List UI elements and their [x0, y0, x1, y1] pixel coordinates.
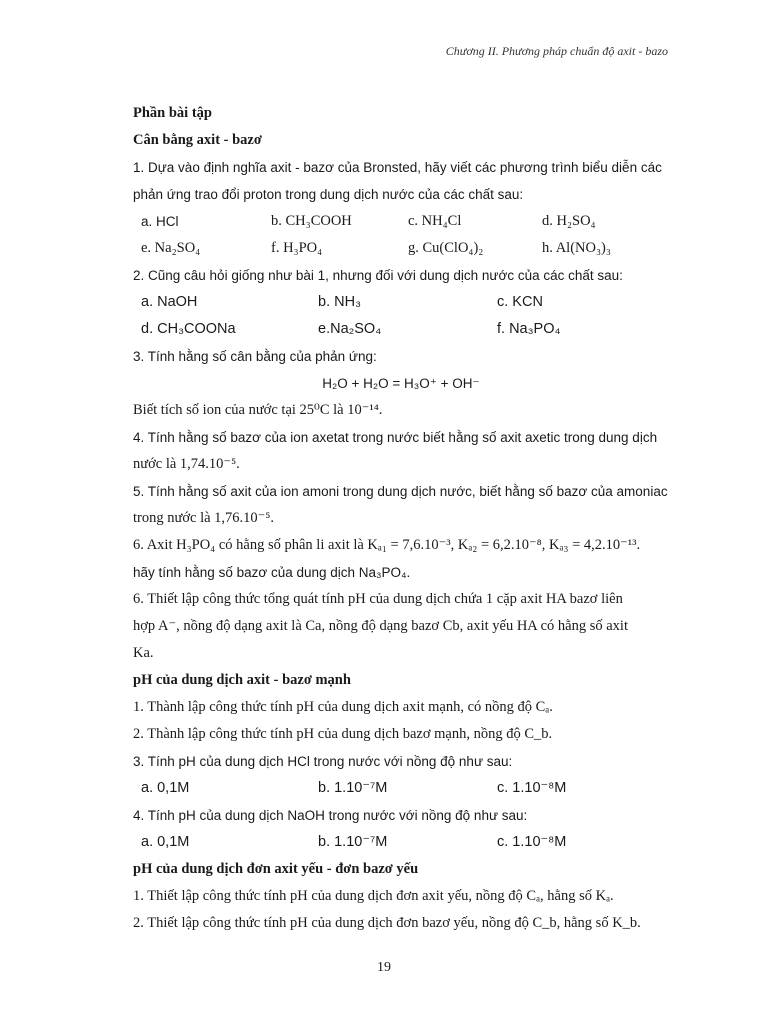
q1-option-e: e. Na₂SO₄ [141, 240, 201, 256]
q2-option-a: a. NaOH [141, 294, 198, 310]
s2-q4-option-a: a. 0,1M [141, 834, 190, 850]
q3-note: Biết tích số ion của nước tại 25⁰C là 10⁻¹⁴. [133, 402, 383, 418]
q1-options-row2 [133, 235, 669, 262]
q6-text-line1: 6. Axit H₃PO₄ có hằng số phân li axit là Kₐ₁ = 7,6.10⁻³, Kₐ₂ = 6,2.10⁻⁸, Kₐ₃ = 4,2.10⁻¹³. [133, 537, 641, 553]
q2-option-c: c. KCN [497, 294, 543, 310]
q1-option-a: a. HCl [141, 214, 179, 229]
s2-q1-text: 1. Thành lập công thức tính pH của dung dịch axit mạnh, có nồng độ Cₐ. [133, 699, 553, 715]
q5-text-line2: trong nước là 1,76.10⁻⁵. [133, 510, 274, 526]
s2-q4-option-b: b. 1.10⁻⁷M [318, 834, 388, 850]
s2-q4-option-c: c. 1.10⁻⁸M [497, 834, 567, 850]
q2-option-b: b. NH₃ [318, 294, 361, 310]
q1-option-d: d. H₂SO₄ [542, 213, 596, 229]
q2-option-e: e.Na₂SO₄ [318, 321, 382, 337]
q6b-text-line3: Ka. [133, 645, 154, 661]
section-heading-equilibrium: Cân bằng axit - bazơ [133, 132, 262, 148]
s2-q4-text: 4. Tính pH của dung dịch NaOH trong nước với nồng độ như sau: [133, 808, 528, 823]
s2-q3-option-b: b. 1.10⁻⁷M [318, 780, 388, 796]
q1-option-c: c. NH₄Cl [408, 213, 462, 229]
section-heading-weak: pH của dung dịch đơn axit yếu - đơn bazơ yếu [133, 861, 419, 877]
page-number: 19 [377, 960, 391, 975]
q6-text-line2: hãy tính hằng số bazơ của dung dịch Na₃PO₄. [133, 565, 411, 580]
q6b-text-line2: hợp A⁻, nồng độ dạng axit là Ca, nồng độ dạng bazơ Cb, axit yếu HA có hằng số axit [133, 618, 628, 634]
s2-q2-text: 2. Thành lập công thức tính pH của dung dịch bazơ mạnh, nồng độ C_b. [133, 726, 553, 742]
q4-text-line2: nước là 1,74.10⁻⁵. [133, 456, 240, 472]
s2-q3-option-c: c. 1.10⁻⁸M [497, 780, 567, 796]
s3-q2-text: 2. Thiết lập công thức tính pH của dung dịch đơn bazơ yếu, nồng độ C_b, hằng số K_b. [133, 915, 641, 931]
s3-q1-text: 1. Thiết lập công thức tính pH của dung dịch đơn axit yếu, nồng độ Cₐ, hằng số Kₐ. [133, 888, 614, 904]
section-heading-strong: pH của dung dịch axit - bazơ mạnh [133, 672, 351, 688]
q2-option-d: d. CH₃COONa [141, 321, 236, 337]
q1-text-line1: 1. Dựa vào định nghĩa axit - bazơ của Bronsted, hãy viết các phương trình biểu diễn các [133, 160, 662, 175]
page-title: Phần bài tập [133, 105, 212, 121]
s2-q3-text: 3. Tính pH của dung dịch HCl trong nước với nồng độ như sau: [133, 754, 513, 769]
q1-option-b: b. CH₃COOH [271, 213, 352, 229]
q1-option-h: h. Al(NO₃)₃ [542, 240, 611, 256]
q2-options-row2 [133, 316, 669, 343]
page-header: Chương II. Phương pháp chuẩn độ axit - bazo [445, 44, 668, 58]
q2-option-f: f. Na₃PO₄ [497, 321, 561, 337]
q3-text: 3. Tính hằng số cân bằng của phản ứng: [133, 349, 377, 364]
document-body [133, 100, 669, 937]
q3-equation: H₂O + H₂O = H₃O⁺ + OH⁻ [322, 376, 480, 391]
q1-text-line2: phản ứng trao đổi proton trong dung dịch nước của các chất sau: [133, 187, 524, 202]
s2-q4-options [133, 829, 669, 856]
q1-option-g: g. Cu(ClO₄)₂ [408, 240, 484, 256]
q6b-text-line1: 6. Thiết lập công thức tổng quát tính pH của dung dịch chứa 1 cặp axit HA bazơ liên [133, 591, 623, 607]
q4-text-line1: 4. Tính hằng số bazơ của ion axetat trong nước biết hằng số axit axetic trong dung dịch [133, 430, 658, 445]
s2-q3-option-a: a. 0,1M [141, 780, 190, 796]
q1-option-f: f. H₃PO₄ [271, 240, 323, 256]
q2-options-row1 [133, 289, 669, 316]
q2-text: 2. Cũng câu hỏi giống như bài 1, nhưng đối với dung dịch nước của các chất sau: [133, 268, 623, 283]
q5-text-line1: 5. Tính hằng số axit của ion amoni trong dung dịch nước, biết hằng số bazơ của amoniac [133, 484, 668, 499]
q1-options-row1 [133, 208, 669, 235]
s2-q3-options [133, 775, 669, 802]
